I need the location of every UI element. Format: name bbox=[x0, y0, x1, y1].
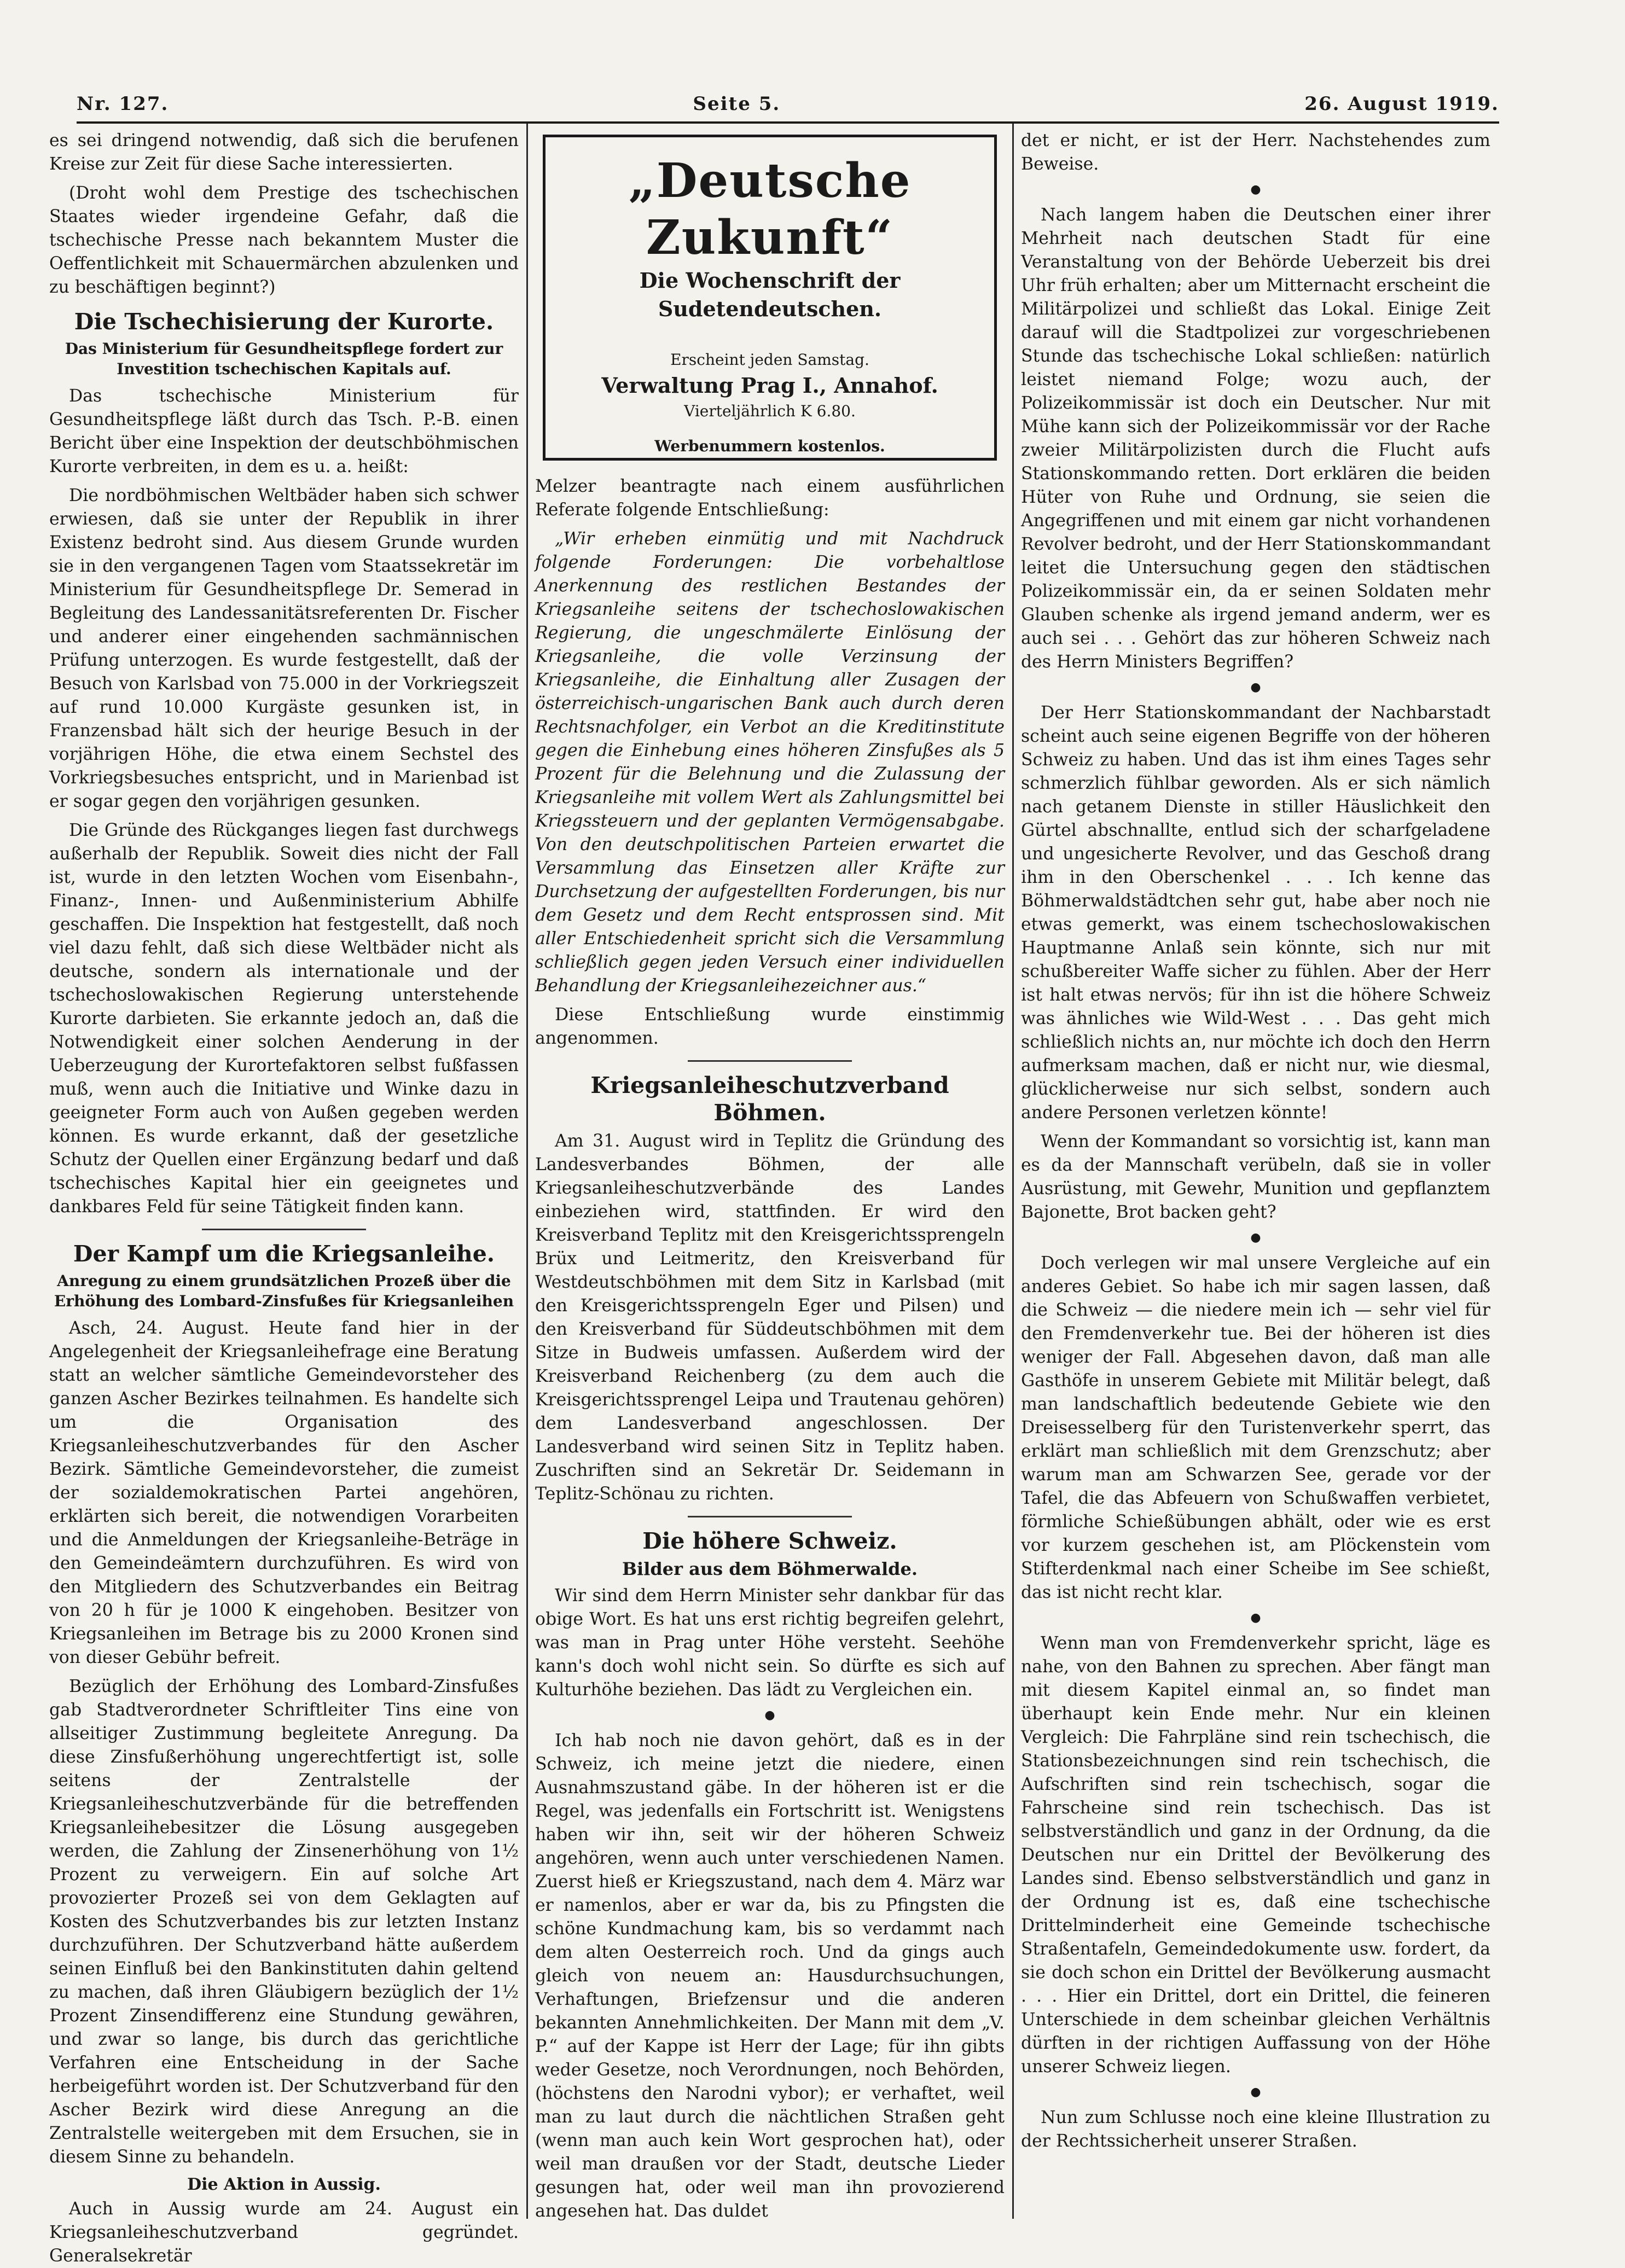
paragraph: Wir sind dem Herrn Minister sehr dankbar für das obige Wort. Es hat uns erst richtig begreifen gelehrt, was man in Prag unter Höhe versteht. Seehöhe kann's doch wohl nicht sein. So dürfte es sich auf Kulturhöhe beziehen. Das lädt zu Vergleichen ein. bbox=[535, 1586, 1005, 1700]
resolution-text: „Wir erheben einmütig und mit Nachdruck folgende Forderungen: Die vorbehaltlose Anerkennung des restlichen Bestandes der Kriegsanleihe seitens der tschechoslowakischen Regierung, die ungeschmälerte Einlösung der Kriegsanleihe, die volle Verzinsung der Kriegsanleihe, die Einhaltung aller Zusagen der österreichisch-ungarischen Bank auch durch deren Rechtsnachfolger, ein Verbot an die Kreditinstitute gegen die Einhebung eines höheren Zinsfußes als 5 Prozent für die Belehnung und die Zulassung der Kriegsanleihe mit vollem Wert als Zahlungsmittel bei Kriegssteuern und der geplanten Vermögensabgabe. Von den deutschpolitischen Parteien erwartet die Versammlung das Einsetzen aller Kräfte zur Durchsetzung der aufgestellten Forderungen, bis nur dem Gesetz und dem Recht entsprossen sind. Mit aller Entschiedenheit spricht sich die Versammlung schließlich gegen jeden Versuch einer individuellen Behandlung der Kriegsanleihezeichner aus.“ bbox=[535, 529, 1005, 996]
bullet-ornament: ● bbox=[1250, 1231, 1261, 1245]
bullet-ornament: ● bbox=[1250, 183, 1261, 196]
paragraph: det er nicht, er ist der Herr. Nachstehendes zum Beweise. bbox=[1021, 131, 1490, 174]
article-lead-kurorte: Das Ministerium für Gesundheitspflege fordert zur Investition tschechischen Kapitals auf. bbox=[65, 340, 503, 378]
page-header bbox=[77, 77, 1499, 115]
header-rule bbox=[77, 121, 1499, 124]
column-3 bbox=[1021, 129, 1490, 2213]
article-subtitle-schweiz: Bilder aus dem Böhmerwalde. bbox=[622, 1558, 918, 1579]
bullet-ornament: ● bbox=[1250, 2085, 1261, 2099]
paragraph: Am 31. August wird in Teplitz die Gründung des Landesverbandes Böhmen, der alle Kriegsanleiheschutzverbände des Landes einbeziehen wird, stattfinden. Er wird den Kreisverband Teplitz mit den Kreisgerichtssprengeln Brüx und Leitmeritz, den Kreisverband für Westdeutschböhmen mit dem Sitz in Karlsbad (mit den Kreisgerichtssprengeln Eger und Pilsen) und den Kreisverband für Süddeutschböhmen mit dem Sitze in Budweis umfassen. Außerdem wird der Kreisverband Reichenberg (zu dem auch die Kreisgerichtssprengel Leipa und Trautenau gehören) dem Landesverband angeschlossen. Der Landesverband wird seinen Sitz in Teplitz haben. Zuschriften sind an Sekretär Dr. Seidemann in Teplitz-Schönau zu richten. bbox=[535, 1131, 1005, 1504]
ad-subtitle: Die Wochenschrift der Sudetendeutschen. bbox=[639, 268, 901, 321]
column-2 bbox=[535, 129, 1005, 2221]
paragraph: Nun zum Schlusse noch eine kleine Illustration zu der Rechtssicherheit unserer Straßen. bbox=[1021, 2108, 1490, 2151]
paragraph: Die nordböhmischen Weltbäder haben sich schwer erwiesen, daß sie unter der Republik in ihrer Existenz bedroht sind. Aus diesem Grunde wurden sie in den vergangenen Tagen vom Staatssekretär im Ministerium für Gesundheitspflege Dr. Semerad in Begleitung des Landessanitätsreferenten Dr. Fischer und anderer einer eingehenden sachmännischen Prüfung unterzogen. Es wurde festgestellt, daß der Besuch von Karlsbad von 75.000 in der Vorkriegszeit auf rund 10.000 Kurgäste gesunken ist, in Franzensbad hält sich der heurige Besuch in der vorjährigen Höhe, die etwa einem Sechstel des Vorkriegsbesuches entspricht, und in Marienbad ist er sogar gegen den vorjährigen gesunken. bbox=[49, 486, 519, 811]
paragraph: Auch in Aussig wurde am 24. August ein Kriegsanleiheschutzverband gegründet. Generalsekretär bbox=[49, 2199, 519, 2266]
section-divider bbox=[202, 1229, 366, 1230]
advertisement-box bbox=[543, 135, 997, 461]
section-divider bbox=[688, 1516, 852, 1517]
intro-text: es sei dringend notwendig, daß sich die berufenen Kreise zur Zeit für diese Sache interessierten. bbox=[49, 131, 519, 174]
column-1 bbox=[49, 129, 519, 2266]
ad-schedule: Erscheint jeden Samstag. bbox=[670, 351, 869, 369]
article-title-schweiz: Die höhere Schweiz. bbox=[642, 1528, 897, 1554]
subheading-aussig: Die Aktion in Aussig. bbox=[187, 2175, 381, 2194]
article-title-kurorte: Die Tschechisierung der Kurorte. bbox=[74, 309, 494, 335]
paragraph: Bezüglich der Erhöhung des Lombard-Zinsfußes gab Stadtverordneter Schriftleiter Tins eine von allseitiger Zustimmung begleitete Anregung. Da diese Zinsfußerhöhung ungerechtfertigt ist, solle seitens der Zentralstelle der Kriegsanleiheschutzverbände für die betreffenden Kriegsanleihebesitzer die Lösung ausgegeben werden, die Zahlung der Zinsenerhöhung von 1½ Prozent zu verweigern. Ein auf solche Art provozierter Prozeß sei von dem Geklagten auf Kosten des Schutzverbandes bis zur letzten Instanz durchzuführen. Der Schutzverband hätte außerdem seinen Einfluß bei den Bankinstituten dahin geltend zu machen, daß ihren Gläubigern bezüglich der 1½ Prozent Zinsendifferenz eine Stundung gewähren, und zwar so lange, bis durch das gerichtliche Verfahren eine Entscheidung in der Sache herbeigeführt worden ist. Der Schutzverband für den Ascher Bezirk wird diese Anregung an die Zentralstelle weitergeben mit dem Ersuchen, sie in diesem Sinne zu behandeln. bbox=[49, 1677, 519, 2167]
article-title-kriegsanleihe: Der Kampf um die Kriegsanleihe. bbox=[73, 1241, 495, 1267]
ad-address: Verwaltung Prag I., Annahof. bbox=[601, 373, 938, 398]
paragraph: Das tschechische Ministerium für Gesundheitspflege läßt durch das Tsch. P.-B. einen Bericht über eine Inspektion der deutschböhmischen Kurorte verbreiten, in dem es u. a. heißt: bbox=[49, 386, 519, 476]
paragraph: Ich hab noch nie davon gehört, daß es in der Schweiz, ich meine jetzt die niedere, einen Ausnahmszustand gäbe. In der höheren ist er die Regel, was jedenfalls ein Fortschritt ist. Wenigstens haben wir ihn, seit wir der höheren Schweiz angehören, wenn auch unter verschiedenen Namen. Zuerst hieß er Kriegszustand, nach dem 4. März war er namenlos, aber er war da, bis zu Pfingsten die schöne Kundmachung kam, bis so verdammt nach dem alten Oesterreich roch. Und da gings auch gleich von neuem an: Hausdurchsuchungen, Verhaftungen, Briefzensur und die anderen bekannten Annehmlichkeiten. Der Mann mit dem „V. P.“ auf der Kappe ist Herr der Lage; für ihn gibts weder Gesetze, noch Verordnungen, noch Behörden, (höchstens den Narodni vybor); er verhaftet, weil man zu laut durch die nächtlichen Straßen geht (wenn man auch kein Wort gesprochen hat), oder weil man draußen vor der Stadt, deutsche Lieder gesungen hat, oder weil man ihn provozierend angesehen hat. Das duldet bbox=[535, 1731, 1005, 2221]
article-title-schutzverband: Kriegsanleiheschutzverband Böhmen. bbox=[590, 1072, 949, 1126]
paragraph: Asch, 24. August. Heute fand hier in der Angelegenheit der Kriegsanleihefrage eine Beratung statt an welcher sämtliche Gemeindevorsteher des ganzen Ascher Bezirkes teilnahmen. Es handelte sich um die Organisation des Kriegsanleiheschutzverbandes für den Ascher Bezirk. Sämtliche Gemeindevorsteher, die zumeist der sozialdemokratischen Partei angehören, erklärten sich bereit, die notwendigen Vorarbeiten und die Anmeldungen der Kriegsanleihe-Beträge in den Gemeindeämtern durchzuführen. Es wird von den Mitgliedern des Schutzverbandes ein Beitrag von 20 h für je 1000 K eingehoben. Besitzer von Kriegsanleihen im Betrage bis zu 2000 Kronen sind von dieser Gebühr befreit. bbox=[49, 1318, 519, 1667]
ad-samples: Werbenummern kostenlos. bbox=[654, 437, 885, 455]
article-lead-kriegsanleihe: Anregung zu einem grundsätzlichen Prozeß über die Erhöhung des Lombard-Zinsfußes für Kriegsanleihen bbox=[54, 1272, 514, 1310]
paragraph: Wenn man von Fremdenverkehr spricht, läge es nahe, von den Bahnen zu sprechen. Aber fängt man mit diesem Kapitel einmal an, so findet man überhaupt kein Ende mehr. Nur ein kleinen Vergleich: Die Fahrpläne sind rein tschechisch, die Stationsbezeichnungen sind rein tschechisch, die Aufschriften sind rein tschechisch, sogar die Fahrscheine sind rein tschechisch. Das ist selbstverständlich und ganz in der Ordnung, da die Deutschen nur ein Drittel der Bevölkerung des Landes sind. Ebenso selbstverständlich und ganz in der Ordnung ist es, daß eine tschechische Drittelminderheit eine Gemeinde tschechische Straßentafeln, Gemeindedokumente usw. fordert, da sie doch schon ein Drittel der Bevölkerung ausmacht . . . Hier ein Drittel, dort ein Drittel, die feineren Unterschiede in dem scheinbar gleichen Verhältnis dürften in der richtigen Auffassung von der Höhe unserer Schweiz liegen. bbox=[1021, 1633, 1490, 2077]
paragraph: Wenn der Kommandant so vorsichtig ist, kann man es da der Mannschaft verübeln, daß sie in voller Ausrüstung, mit Gewehr, Munition und gepflanztem Bajonette, Brot backen geht? bbox=[1021, 1132, 1490, 1222]
section-divider bbox=[688, 1060, 852, 1062]
paragraph: Doch verlegen wir mal unsere Vergleiche auf ein anderes Gebiet. So habe ich mir sagen lassen, daß die Schweiz — die niedere mein ich — sehr viel für den Fremdenverkehr tue. Bei der höheren ist dies weniger der Fall. Abgesehen davon, daß man alle Gasthöfe in unserem Gebiete mit Militär belegt, daß man landschaftlich bedeutende Gebiete wie den Dreisesselberg für den Turistenverkehr sperrt, das erklärt man schließlich mit dem Grenzschutz; aber warum man am Schwarzen See, gerade vor der Tafel, die das Abfeuern von Schußwaffen verbietet, förmliche Schießübungen abhält, oder wie es erst vor kurzem geschehen ist, am Plöckenstein vom Stifterdenkmal nach einer Scheibe im See schießt, das ist nicht recht klar. bbox=[1021, 1253, 1490, 1602]
resolution-intro: Melzer beantragte nach einem ausführlichen Referate folgende Entschließung: bbox=[535, 476, 1005, 520]
page-number: Seite 5. bbox=[693, 93, 781, 115]
paragraph: Der Herr Stationskommandant der Nachbarstadt scheint auch seine eigenen Begriffe von der höheren Schweiz zu haben. Und das ist ihm eines Tages sehr schmerzlich fühlbar geworden. Als er sich nämlich nach getanem Dienste in stiller Häuslichkeit den Gürtel abschnallte, entlud sich der scharfgeladene und ungesicherte Revolver, und das Geschoß drang ihm in den Oberschenkel . . . Ich kenne das Böhmerwaldstädtchen sehr gut, habe aber noch nie etwas gemerkt, was einem tschechoslowakischen Hauptmanne Anlaß sein könnte, sich nur mit schußbereiter Waffe sicher zu fühlen. Aber der Herr ist halt etwas nervös; für ihn ist die höhere Schweiz was ähnliches wie Wild-West . . . Das geht mich schließlich nichts an, nur möchte ich doch den Herrn aufmerksam machen, daß er nicht nur, wie diesmal, glücklicherweise nur sich selbst, sondern auch andere Personen verletzen könnte! bbox=[1021, 703, 1490, 1123]
paragraph: Nach langem haben die Deutschen einer ihrer Mehrheit nach deutschen Stadt für eine Veranstaltung von der Behörde Ueberzeit bis drei Uhr früh erhalten; aber um Mitternacht erscheint die Militärpolizei und schließt das Lokal. Einige Zeit darauf will die Stadtpolizei zur vorgeschriebenen Stunde das tschechische Lokal schließen: natürlich leistet niemand Folge; wozu auch, der Polizeikommissär ist doch ein Deutscher. Nur mit Mühe kann sich der Polizeikommissär vor der Rache zweier Militärpolizisten durch die Flucht aufs Stationskommando retten. Dort erklären die beiden Hüter von Ruhe und Ordnung, sie seien die Angegriffenen und mit einem gar nicht vorhandenen Revolver bedroht, und der Herr Stationskommandant leitet die Untersuchung gegen den städtischen Polizeikommissär ein, da er seinen Soldaten mehr Glauben schenke als irgend jemand anderm, wer es auch sei . . . Gehört das zur höheren Schweiz nach des Herrn Ministers Begriffen? bbox=[1021, 205, 1490, 672]
intro-note: (Droht wohl dem Prestige des tschechischen Staates wieder irgendeine Gefahr, daß die tschechische Presse nach bekanntem Muster die Oeffentlichkeit mit Schauermärchen abzulenken und zu beschäftigen beginnt?) bbox=[49, 183, 519, 297]
resolution-end: Diese Entschließung wurde einstimmig angenommen. bbox=[535, 1005, 1005, 1048]
ad-title: „Deutsche Zukunft“ bbox=[628, 153, 912, 265]
paragraph: Die Gründe des Rückganges liegen fast durchwegs außerhalb der Republik. Soweit dies nicht der Fall ist, wurde in den letzten Wochen vom Eisenbahn-, Finanz-, Innen- und Außenministerium Abhilfe geschaffen. Die Inspektion hat festgestellt, daß noch viel dazu fehlt, daß sich diese Weltbäder nicht als deutsche, sondern als internationale und der tschechoslowakischen Regierung unterstehende Kurorte darbieten. Sie erkannte jedoch an, daß die Notwendigkeit einer solchen Aenderung in der Ueberzeugung der Kurortefaktoren selbst fußfassen muß, wenn auch die Initiative und Winke dazu in geeigneter Form auch von Außen gegeben werden können. Es wurde erkannt, daß der gesetzliche Schutz der Quellen einer Ergänzung bedarf und daß tschechisches Kapital hier ein geeignetes und dankbares Feld für seine Tätigkeit finden kann. bbox=[49, 821, 519, 1217]
issue-number: Nr. 127. bbox=[77, 93, 169, 115]
bullet-ornament: ● bbox=[764, 1708, 775, 1722]
issue-date: 26. August 1919. bbox=[1304, 93, 1499, 115]
ad-price: Vierteljährlich K 6.80. bbox=[684, 402, 856, 420]
column-rule-left bbox=[526, 124, 528, 2219]
bullet-ornament: ● bbox=[1250, 1611, 1261, 1625]
column-rule-right bbox=[1012, 124, 1014, 2219]
bullet-ornament: ● bbox=[1250, 681, 1261, 694]
